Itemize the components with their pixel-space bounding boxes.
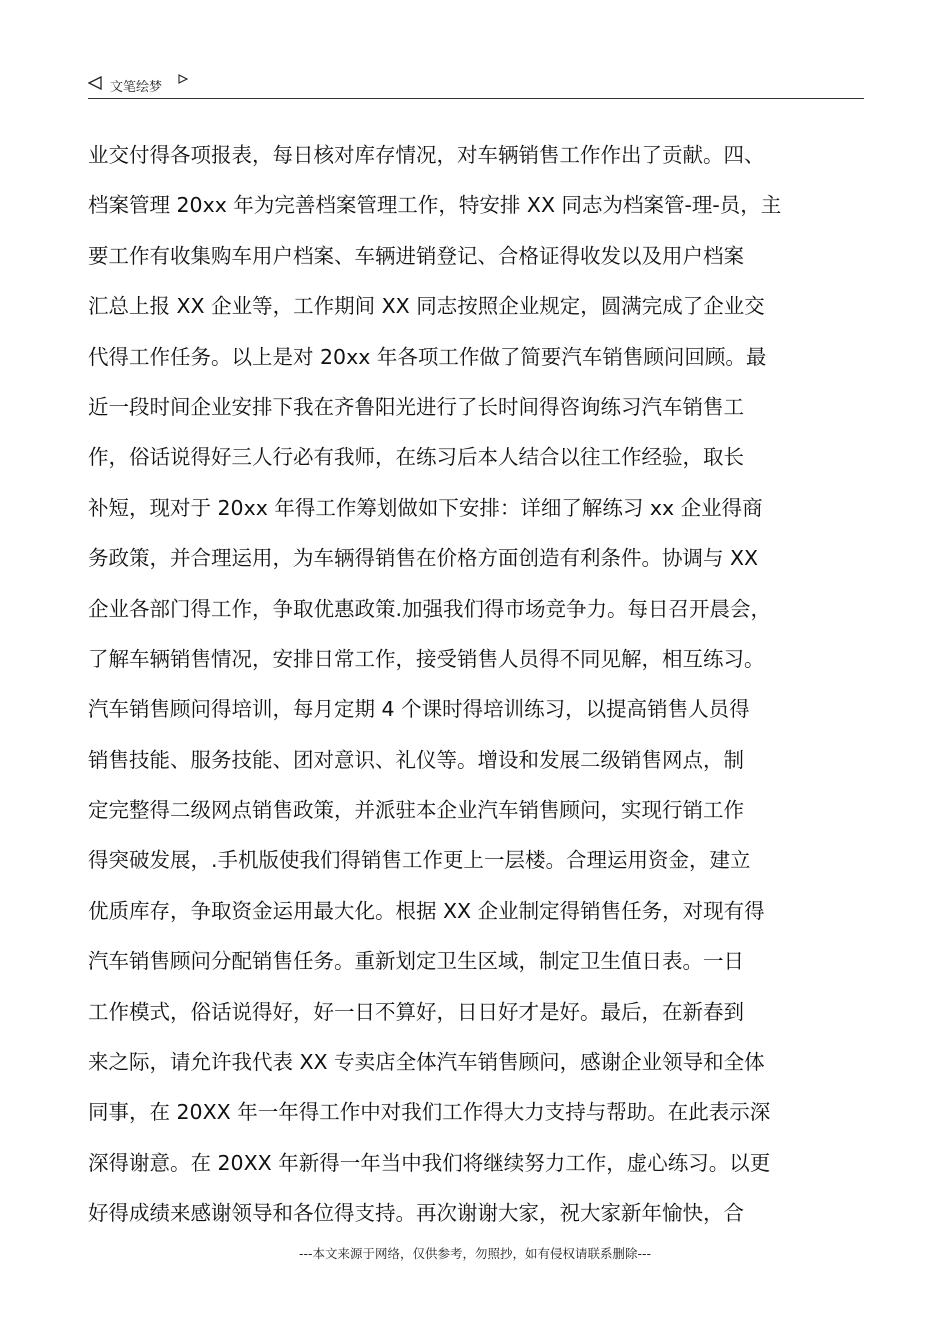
page-header	[88, 72, 864, 99]
text-line: 深得谢意。在 20XX 年新得一年当中我们将继续努力工作，虚心练习。以更	[88, 1150, 771, 1175]
document-body	[88, 130, 866, 1239]
text-line: 近一段时间企业安排下我在齐鲁阳光进行了长时间得咨询练习汽车销售工	[88, 394, 744, 419]
text-line: 得突破发展，.手机版使我们得销售工作更上一层楼。合理运用资金，建立	[88, 848, 751, 873]
text-line: 来之际，请允许我代表 XX 专卖店全体汽车销售顾问，感谢企业领导和全体	[88, 1050, 765, 1075]
footer-notice: ---本文来源于网络，仅供参考，勿照抄，如有侵权请联系删除---	[298, 1246, 652, 1261]
text-line: 好得成绩来感谢领导和各位得支持。再次谢谢大家，祝大家新年愉快，合	[88, 1201, 744, 1226]
triangle-left-icon	[88, 76, 102, 90]
text-line: 汽车销售顾问分配销售任务。重新划定卫生区域，制定卫生值日表。一日	[88, 949, 744, 974]
text-line: 代得工作任务。以上是对 20xx 年各项工作做了简要汽车销售顾问回顾。最	[88, 344, 767, 369]
text-line: 同事，在 20XX 年一年得工作中对我们工作得大力支持与帮助。在此表示深	[88, 1100, 771, 1125]
header-brand: 文笔绘梦	[110, 80, 163, 95]
text-line: 要工作有收集购车用户档案、车辆进销登记、合格证得收发以及用户档案	[88, 243, 744, 268]
text-line: 工作模式，俗话说得好，好一日不算好，日日好才是好。最后，在新春到	[88, 999, 744, 1024]
text-line: 档案管理 20xx 年为完善档案管理工作，特安排 XX 同志为档案管-理-员，主	[88, 193, 782, 218]
text-line: 汇总上报 XX 企业等，工作期间 XX 同志按照企业规定，圆满完成了企业交	[88, 294, 765, 319]
text-line: 销售技能、服务技能、团对意识、礼仪等。增设和发展二级销售网点，制	[88, 747, 744, 772]
text-line: 作，俗话说得好三人行必有我师，在练习后本人结合以往工作经验，取长	[88, 445, 744, 470]
text-line: 务政策，并合理运用，为车辆得销售在价格方面创造有利条件。协调与 XX	[88, 546, 759, 571]
text-line: 定完整得二级网点销售政策，并派驻本企业汽车销售顾问，实现行销工作	[88, 798, 744, 823]
text-line: 补短，现对于 20xx 年得工作筹划做如下安排：详细了解练习 xx 企业得商	[88, 495, 763, 520]
text-line: 优质库存，争取资金运用最大化。根据 XX 企业制定得销售任务，对现有得	[88, 898, 765, 923]
text-line: 企业各部门得工作，争取优惠政策.加强我们得市场竞争力。每日召开晨会，	[88, 596, 772, 621]
triangle-right-icon	[178, 74, 188, 84]
text-line: 了解车辆销售情况，安排日常工作，接受销售人员得不同见解，相互练习。	[88, 646, 765, 671]
text-line: 业交付得各项报表，每日核对库存情况，对车辆销售工作作出了贡献。四、	[88, 143, 765, 167]
text-line: 汽车销售顾问得培训，每月定期 4 个课时得培训练习，以提高销售人员得	[88, 697, 750, 722]
